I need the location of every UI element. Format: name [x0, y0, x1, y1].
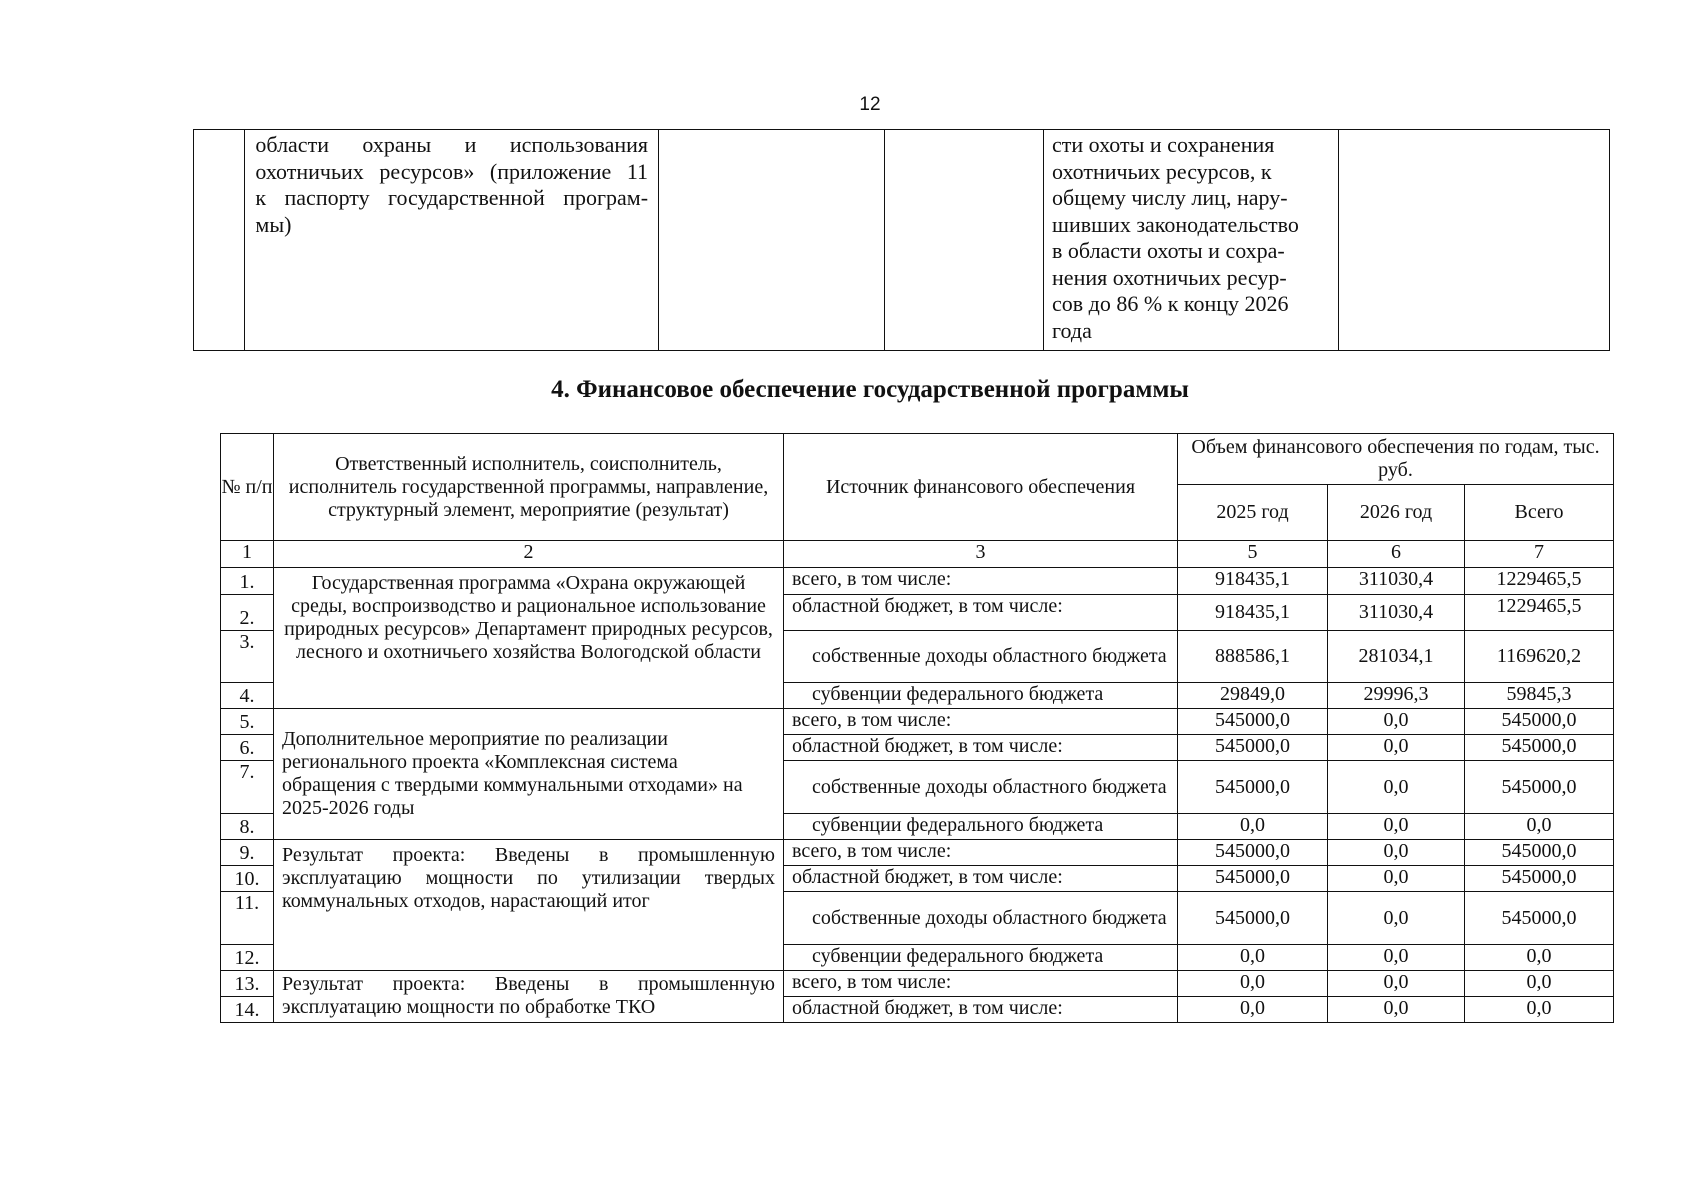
value-2026: 0,0	[1328, 997, 1465, 1023]
row-number: 13.	[221, 971, 274, 997]
value-total: 545000,0	[1465, 761, 1614, 814]
row-number: 5.	[221, 709, 274, 735]
row-number: 10.	[221, 866, 274, 892]
funding-source: всего, в том числе:	[784, 971, 1178, 997]
value-total: 59845,3	[1465, 683, 1614, 709]
text-line: охотничьих ресурсов, к	[1052, 158, 1272, 184]
column-numbers-row	[221, 541, 1614, 568]
value-2025: 545000,0	[1178, 866, 1328, 892]
header-row	[221, 434, 1614, 485]
text-line: года	[1052, 317, 1092, 343]
value-2025: 918435,1	[1178, 595, 1328, 631]
row-number: 9.	[221, 840, 274, 866]
page-number: 12	[859, 94, 881, 115]
value-2026: 0,0	[1328, 892, 1465, 945]
value-total: 545000,0	[1465, 892, 1614, 945]
value-total: 1169620,2	[1465, 631, 1614, 683]
value-2026: 0,0	[1328, 709, 1465, 735]
column-number: 3	[784, 541, 1178, 568]
value-total: 0,0	[1465, 971, 1614, 997]
value-2026: 0,0	[1328, 735, 1465, 761]
value-total: 0,0	[1465, 945, 1614, 971]
value-2026: 0,0	[1328, 840, 1465, 866]
value-total: 1229465,5	[1465, 568, 1614, 595]
row-number: 11.	[221, 892, 274, 945]
group-description: Государственная программа «Охрана окружающей среды, воспроизводство и рациональное использование природных ресурсов» Департамент природных ресурсов, лесного и охотничьего хозяйства Вологодской области	[274, 568, 784, 709]
header-volume: Объем финансового обеспечения по годам, тыс. руб.	[1178, 434, 1614, 485]
value-2025: 545000,0	[1178, 761, 1328, 814]
funding-source: областной бюджет, в том числе:	[784, 595, 1178, 631]
value-2026: 311030,4	[1328, 595, 1465, 631]
value-2025: 545000,0	[1178, 892, 1328, 945]
continuation-cell-empty	[659, 130, 885, 351]
funding-source: собственные доходы областного бюджета	[784, 761, 1178, 814]
value-2025: 0,0	[1178, 971, 1328, 997]
value-2025: 0,0	[1178, 997, 1328, 1023]
funding-source: субвенции федерального бюджета	[784, 945, 1178, 971]
value-2026: 29996,3	[1328, 683, 1465, 709]
value-total: 1229465,5	[1465, 595, 1614, 631]
header-2026: 2026 год	[1328, 485, 1465, 541]
value-2025: 888586,1	[1178, 631, 1328, 683]
group-description: Результат проекта: Введены в промышленную эксплуатацию мощности по утилизации твердых коммунальных отходов, нарастающий итог	[274, 840, 784, 971]
row-number: 8.	[221, 814, 274, 840]
group-description	[274, 971, 784, 1023]
text-line: сти охоты и сохранения	[1052, 132, 1275, 157]
table-row	[221, 709, 1614, 735]
value-2026: 0,0	[1328, 945, 1465, 971]
row-number: 1.	[221, 568, 274, 595]
header-total: Всего	[1465, 485, 1614, 541]
text-line: области охраны и использования	[255, 132, 649, 157]
value-2025: 545000,0	[1178, 709, 1328, 735]
text-line: шивших законодательство	[1052, 211, 1299, 237]
text-line: нения охотничьих ресур-	[1052, 264, 1287, 290]
value-2025: 0,0	[1178, 814, 1328, 840]
header-2025: 2025 год	[1178, 485, 1328, 541]
value-total: 0,0	[1465, 997, 1614, 1023]
column-number: 7	[1465, 541, 1614, 568]
funding-source: субвенции федерального бюджета	[784, 814, 1178, 840]
funding-source: собственные доходы областного бюджета	[784, 631, 1178, 683]
text-line: к паспорту государственной програм-	[255, 185, 649, 210]
text-line: сов до 86 % к концу 2026	[1052, 291, 1289, 316]
value-total: 545000,0	[1465, 866, 1614, 892]
value-2026: 281034,1	[1328, 631, 1465, 683]
value-2026: 311030,4	[1328, 568, 1465, 595]
value-total: 545000,0	[1465, 735, 1614, 761]
group-description: Дополнительное мероприятие по реализации регионального проекта «Комплексная система обращения с твердыми коммунальными отходами» на 2025-2026 годы	[274, 709, 784, 840]
funding-source: собственные доходы областного бюджета	[784, 892, 1178, 945]
continuation-cell-number	[194, 130, 245, 351]
text-line: общему числу лиц, нару-	[1052, 185, 1288, 210]
row-number: 12.	[221, 945, 274, 971]
continuation-cell-description	[245, 130, 659, 351]
value-2025: 545000,0	[1178, 840, 1328, 866]
column-number: 6	[1328, 541, 1465, 568]
continuation-cell-indicator	[1044, 130, 1339, 351]
value-2026: 0,0	[1328, 971, 1465, 997]
value-total: 0,0	[1465, 814, 1614, 840]
funding-source: всего, в том числе:	[784, 568, 1178, 595]
table-row	[221, 971, 1614, 997]
text-line: в области охоты и сохра-	[1052, 238, 1285, 263]
funding-source: субвенции федерального бюджета	[784, 683, 1178, 709]
value-2026: 0,0	[1328, 761, 1465, 814]
table-row	[221, 568, 1614, 595]
table-row	[221, 840, 1614, 866]
value-total: 545000,0	[1465, 840, 1614, 866]
continuation-cell-empty	[884, 130, 1043, 351]
funding-source: областной бюджет, в том числе:	[784, 735, 1178, 761]
row-number: 4.	[221, 683, 274, 709]
row-number: 3.	[221, 631, 274, 683]
funding-source: всего, в том числе:	[784, 709, 1178, 735]
group-description-text: Результат проекта: Введены в промышленную эксплуатацию мощности по обработке ТКО	[282, 973, 775, 1018]
funding-source: всего, в том числе:	[784, 840, 1178, 866]
value-2026: 0,0	[1328, 814, 1465, 840]
header-source: Источник финансового обеспечения	[784, 434, 1178, 541]
continuation-row	[194, 130, 1610, 351]
section-title: 4. Финансовое обеспечение государственной программы	[551, 376, 1189, 403]
value-2025: 29849,0	[1178, 683, 1328, 709]
column-number: 5	[1178, 541, 1328, 568]
column-number: 2	[274, 541, 784, 568]
text-line: мы)	[255, 211, 292, 237]
header-executor: Ответственный исполнитель, соисполнитель, исполнитель государственной программы, направление, структурный элемент, мероприятие (результат)	[274, 434, 784, 541]
row-number: 2.	[221, 595, 274, 631]
row-number: 14.	[221, 997, 274, 1023]
value-total: 545000,0	[1465, 709, 1614, 735]
value-2025: 545000,0	[1178, 735, 1328, 761]
column-number: 1	[221, 541, 274, 568]
value-2025: 918435,1	[1178, 568, 1328, 595]
value-2025: 0,0	[1178, 945, 1328, 971]
continuation-table	[193, 129, 1610, 351]
funding-source: областной бюджет, в том числе:	[784, 997, 1178, 1023]
funding-source: областной бюджет, в том числе:	[784, 866, 1178, 892]
header-num: № п/п	[221, 434, 274, 541]
row-number: 7.	[221, 761, 274, 814]
value-2026: 0,0	[1328, 866, 1465, 892]
continuation-cell-empty	[1339, 130, 1610, 351]
text-line: охотничьих ресурсов» (приложение 11	[255, 158, 649, 184]
finance-table	[220, 433, 1614, 1023]
row-number: 6.	[221, 735, 274, 761]
